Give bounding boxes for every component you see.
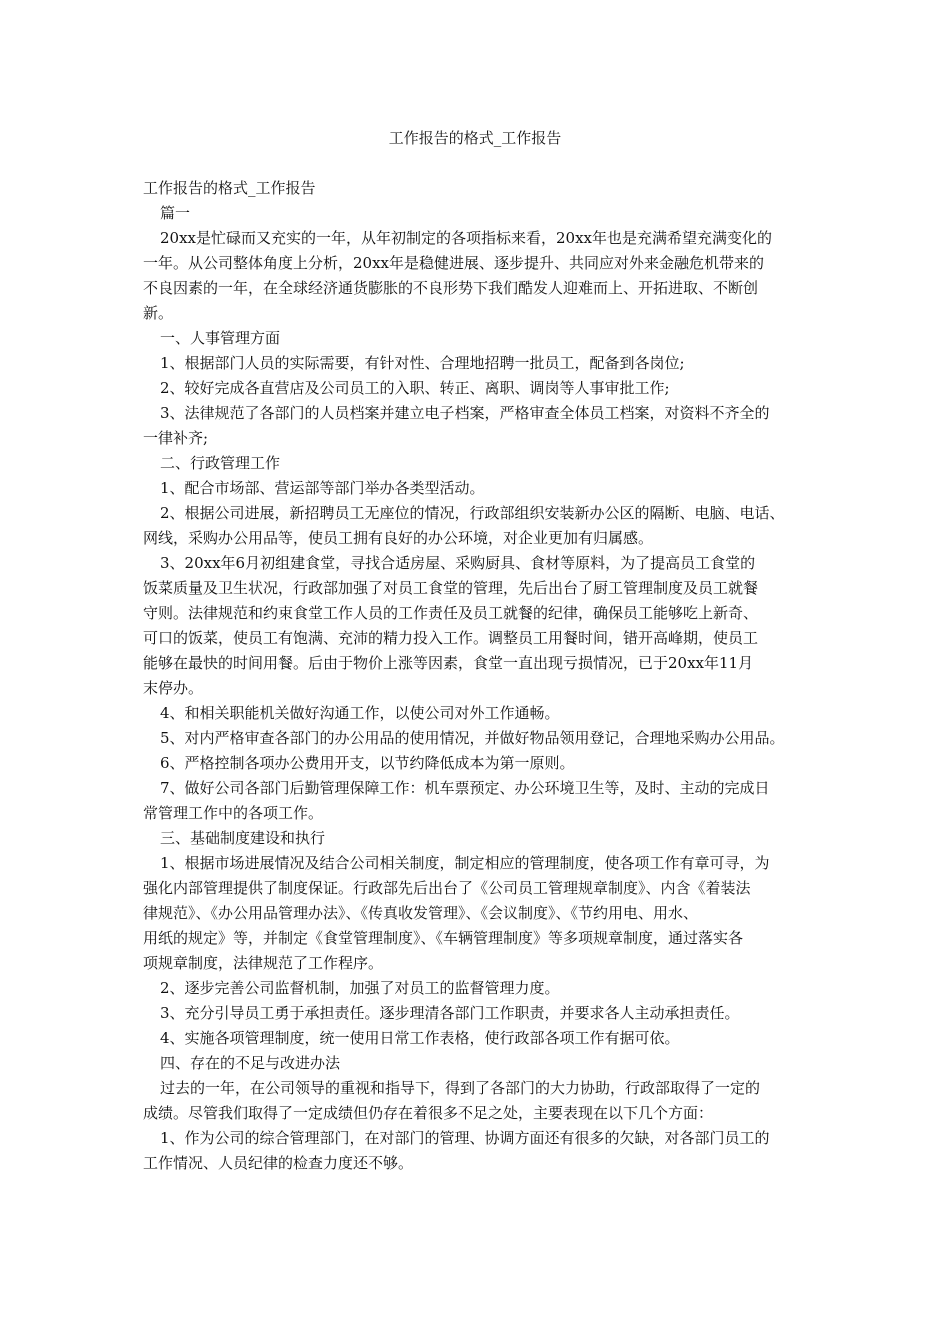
body-line: 守则。法律规范和约束食堂工作人员的工作责任及员工就餐的纪律，确保员工能够吃上新奇、 <box>143 604 759 622</box>
body-line: 饭菜质量及卫生状况，行政部加强了对员工食堂的管理，先后出台了厨工管理制度及员工就餐 <box>143 579 759 597</box>
body-line: 用纸的规定》等，并制定《食堂管理制度》、《车辆管理制度》等多项规章制度，通过落实各 <box>143 929 744 947</box>
body-line: 4、和相关职能机关做好沟通工作，以使公司对外工作通畅。 <box>160 704 560 722</box>
body-line: 工作情况、人员纪律的检查力度还不够。 <box>143 1154 414 1172</box>
body-line: 一年。从公司整体角度上分析，20xx年是稳健进展、逐步提升、共同应对外来金融危机带来的 <box>143 254 765 272</box>
body-line: 5、对内严格审查各部门的办公用品的使用情况，并做好物品领用登记，合理地采购办公用品。 <box>160 729 785 747</box>
body-line: 强化内部管理提供了制度保证。行政部先后出台了《公司员工管理规章制度》、内含《着装法 <box>143 879 751 897</box>
body-line: 2、逐步完善公司监督机制，加强了对员工的监督管理力度。 <box>160 979 560 997</box>
body-line: 1、根据市场进展情况及结合公司相关制度，制定相应的管理制度，使各项工作有章可寻，为 <box>160 854 770 872</box>
body-line: 2、较好完成各直营店及公司员工的入职、转正、离职、调岗等人事审批工作; <box>160 379 670 397</box>
body-line: 20xx是忙碌而又充实的一年，从年初制定的各项指标来看，20xx年也是充满希望充满变化的 <box>160 229 773 247</box>
body-line: 6、严格控制各项办公费用开支，以节约降低成本为第一原则。 <box>160 754 575 772</box>
body-line: 新。 <box>143 304 174 322</box>
body-line: 一律补齐; <box>143 429 209 447</box>
document-subtitle: 工作报告的格式_工作报告 <box>143 179 316 197</box>
body-line: 2、根据公司进展，新招聘员工无座位的情况，行政部组织安装新办公区的隔断、电脑、电话、 <box>160 504 785 522</box>
body-line: 1、配合市场部、营运部等部门举办各类型活动。 <box>160 479 485 497</box>
body-line: 1、根据部门人员的实际需要，有针对性、合理地招聘一批员工，配备到各岗位; <box>160 354 685 372</box>
body-line: 网线，采购办公用品等，使员工拥有良好的办公环境，对企业更加有归属感。 <box>143 529 654 547</box>
body-line: 3、法律规范了各部门的人员档案并建立电子档案，严格审查全体员工档案，对资料不齐全的 <box>160 404 770 422</box>
body-line: 律规范》、《办公用品管理办法》、《传真收发管理》、《会议制度》、《节约用电、用水、 <box>143 904 699 922</box>
body-line: 一、人事管理方面 <box>160 329 281 347</box>
body-line: 可口的饭菜，使员工有饱满、充沛的精力投入工作。调整员工用餐时间，错开高峰期，使员工 <box>143 629 759 647</box>
document-body <box>143 176 818 1176</box>
body-line: 3、20xx年6月初组建食堂，寻找合适房屋、采购厨具、食材等原料，为了提高员工食堂的 <box>160 554 756 572</box>
body-line: 项规章制度，法律规范了工作程序。 <box>143 954 384 972</box>
section-label: 篇一 <box>160 204 191 222</box>
body-line: 7、做好公司各部门后勤管理保障工作：机车票预定、办公环境卫生等，及时、主动的完成日 <box>160 779 770 797</box>
body-line: 过去的一年，在公司领导的重视和指导下，得到了各部门的大力协助，行政部取得了一定的 <box>160 1079 761 1097</box>
body-line: 不良因素的一年，在全球经济通货膨胀的不良形势下我们酷发人迎难而上、开拓进取、不断创 <box>143 279 759 297</box>
body-line: 成绩。尽管我们取得了一定成绩但仍存在着很多不足之处，主要表现在以下几个方面： <box>143 1104 714 1122</box>
body-line: 四、存在的不足与改进办法 <box>160 1054 341 1072</box>
body-line: 4、实施各项管理制度，统一使用日常工作表格，使行政部各项工作有据可依。 <box>160 1029 680 1047</box>
body-line: 1、作为公司的综合管理部门，在对部门的管理、协调方面还有很多的欠缺，对各部门员工的 <box>160 1129 770 1147</box>
body-line: 三、基础制度建设和执行 <box>160 829 326 847</box>
body-line: 常管理工作中的各项工作。 <box>143 804 324 822</box>
body-line: 3、充分引导员工勇于承担责任。逐步理清各部门工作职责，并要求各人主动承担责任。 <box>160 1004 740 1022</box>
body-line: 末停办。 <box>143 679 204 697</box>
document-title: 工作报告的格式_工作报告 <box>388 129 562 147</box>
body-line: 二、行政管理工作 <box>160 454 281 472</box>
body-line: 能够在最快的时间用餐。后由于物价上涨等因素，食堂一直出现亏损情况，已于20xx年11月 <box>143 654 754 672</box>
